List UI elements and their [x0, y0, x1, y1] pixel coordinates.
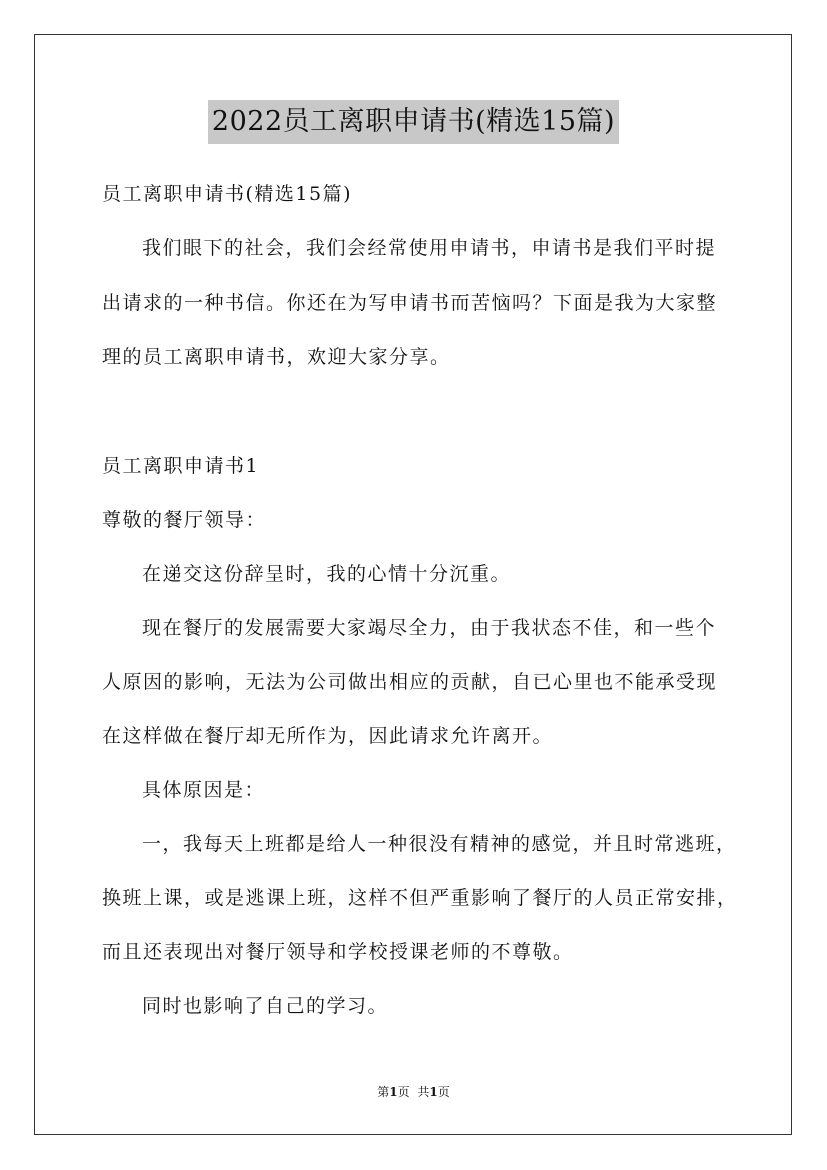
paragraph-line: 我们眼下的社会，我们会经常使用申请书，申请书是我们平时提	[142, 237, 717, 259]
page-footer	[0, 1084, 827, 1100]
paragraph-line: 现在餐厅的发展需要大家竭尽全力，由于我状态不佳，和一些个	[142, 617, 717, 639]
paragraph-line: 而且还表现出对餐厅领导和学校授课老师的不尊敬。	[102, 941, 574, 963]
section-heading: 员工离职申请书1	[102, 455, 260, 477]
salutation: 尊敬的餐厅领导：	[102, 509, 267, 531]
page-number: 1	[389, 1085, 398, 1099]
paragraph-line: 出请求的一种书信。你还在为写申请书而苦恼吗？下面是我为大家整	[102, 292, 718, 314]
subtitle-line: 员工离职申请书(精选15篇)	[102, 183, 353, 205]
paragraph-line: 在递交这份辞呈时，我的心情十分沉重。	[142, 563, 512, 585]
title-container	[0, 100, 827, 144]
paragraph-line: 一，我每天上班都是给人一种很没有精神的感觉，并且时常逃班，	[142, 833, 737, 855]
paragraph-line: 具体原因是：	[142, 779, 266, 801]
total-prefix: 共	[417, 1085, 430, 1099]
paragraph-line: 在这样做在餐厅却无所作为，因此请求允许离开。	[102, 725, 554, 747]
total-suffix: 页	[437, 1085, 450, 1099]
document-title: 2022员工离职申请书(精选15篇)	[208, 100, 619, 144]
paragraph-line: 理的员工离职申请书，欢迎大家分享。	[102, 346, 451, 368]
paragraph-line: 同时也影响了自己的学习。	[142, 995, 389, 1017]
page-prefix: 第	[377, 1085, 390, 1099]
page-suffix: 页	[397, 1085, 410, 1099]
paragraph-line: 人原因的影响，无法为公司做出相应的贡献，自已心里也不能承受现	[102, 671, 718, 693]
paragraph-line: 换班上课，或是逃课上班，这样不但严重影响了餐厅的人员正常安排，	[102, 887, 738, 909]
total-number: 1	[429, 1085, 438, 1099]
